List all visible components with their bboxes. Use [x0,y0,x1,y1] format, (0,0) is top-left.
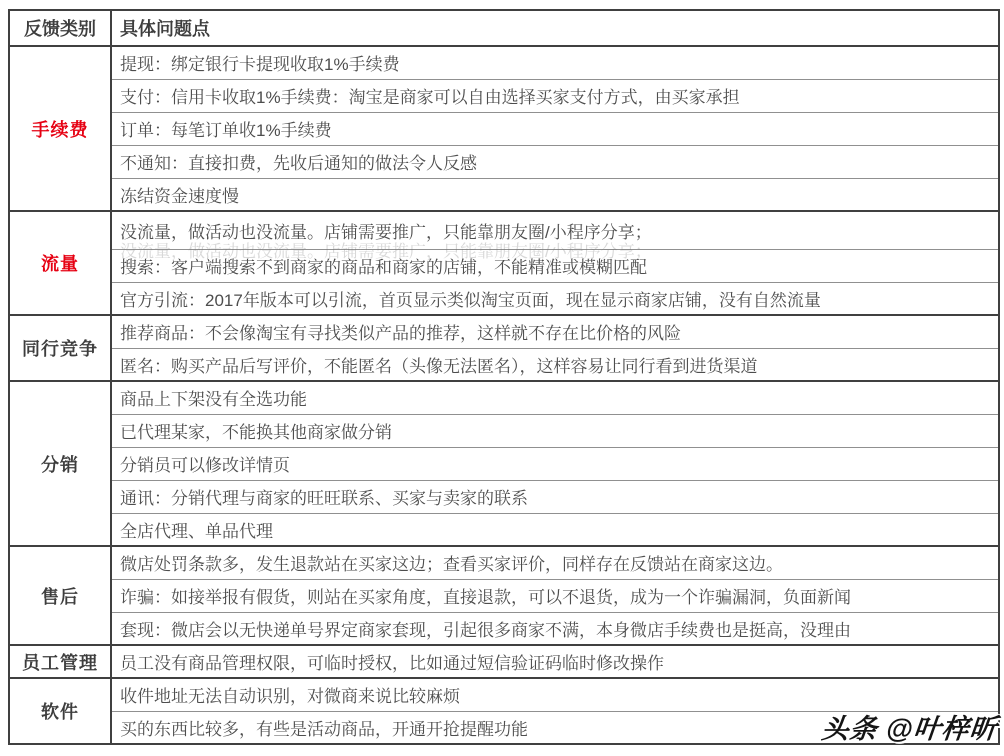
detail-cell: 冻结资金速度慢 [111,178,999,211]
table-row [9,579,999,612]
detail-cell: 套现：微店会以无快递单号界定商家套现，引起很多商家不满，本身微店手续费也是挺高，没理由 [111,612,999,645]
table-row [9,112,999,145]
detail-cell: 提现：绑定银行卡提现收取1%手续费 [111,46,999,79]
detail-cell: 收件地址无法自动识别，对微商来说比较麻烦 [111,678,999,711]
detail-cell: 买的东西比较多，有些是活动商品，开通开抢提醒功能 [111,711,999,744]
detail-cell: 通讯：分销代理与商家的旺旺联系、买家与卖家的联系 [111,480,999,513]
watermark: 头条 @叶梓昕 [820,714,1000,744]
detail-cell: 搜索：客户端搜索不到商家的商品和商家的店铺，不能精准或模糊匹配 [111,249,999,282]
header-category: 反馈类别 [9,10,111,46]
table-row [9,178,999,211]
table-row [9,546,999,579]
table-row [9,46,999,79]
table-row [9,79,999,112]
detail-cell: 全店代理、单品代理 [111,513,999,546]
category-cell-0: 手续费 [9,46,111,211]
table-row [9,612,999,645]
table-row [9,414,999,447]
header-details: 具体问题点 [111,10,999,46]
clipped-ghost-text: 没流量，做活动也没流量。店铺需要推广，只能靠朋友圈/小程序分享； [120,241,652,261]
category-cell-1: 流量 [9,211,111,315]
detail-cell: 匿名：购买产品后写评价，不能匿名（头像无法匿名），这样容易让同行看到进货渠道 [111,348,999,381]
table-row [9,645,999,678]
table-row [9,315,999,348]
detail-cell: 订单：每笔订单收1%手续费 [111,112,999,145]
detail-cell: 商品上下架没有全选功能 [111,381,999,414]
detail-cell: 官方引流：2017年版本可以引流，首页显示类似淘宝页面，现在显示商家店铺，没有自然流量 [111,282,999,315]
detail-cell: 诈骗：如接举报有假货，则站在买家角度，直接退款，可以不退货，成为一个诈骗漏洞，负面新闻 [111,579,999,612]
header-row [9,10,999,46]
table-row [9,282,999,315]
detail-cell: 分销员可以修改详情页 [111,447,999,480]
table-row [9,249,999,282]
table-row [9,381,999,414]
table-row [9,348,999,381]
detail-cell: 不通知：直接扣费，先收后通知的做法令人反感 [111,145,999,178]
detail-cell: 微店处罚条款多，发生退款站在买家这边；查看买家评价，同样存在反馈站在商家这边。 [111,546,999,579]
table-row [9,447,999,480]
category-cell-5: 员工管理 [9,645,111,678]
detail-cell: 没流量，做活动也没流量。店铺需要推广，只能靠朋友圈/小程序分享； 没流量，做活动也没流量。店铺需要推广，只能靠朋友圈/小程序分享； [111,211,999,249]
table-row [9,513,999,546]
category-cell-3: 分销 [9,381,111,546]
detail-cell: 员工没有商品管理权限，可临时授权，比如通过短信验证码临时修改操作 [111,645,999,678]
table-row [9,145,999,178]
table-row [9,480,999,513]
category-cell-6: 软件 [9,678,111,744]
detail-cell: 推荐商品：不会像淘宝有寻找类似产品的推荐，这样就不存在比价格的风险 [111,315,999,348]
category-cell-2: 同行竞争 [9,315,111,381]
table-row [9,211,999,249]
feedback-table [8,9,1000,745]
detail-cell: 已代理某家，不能换其他商家做分销 [111,414,999,447]
category-cell-4: 售后 [9,546,111,645]
detail-cell: 支付：信用卡收取1%手续费：淘宝是商家可以自由选择买家支付方式，由买家承担 [111,79,999,112]
